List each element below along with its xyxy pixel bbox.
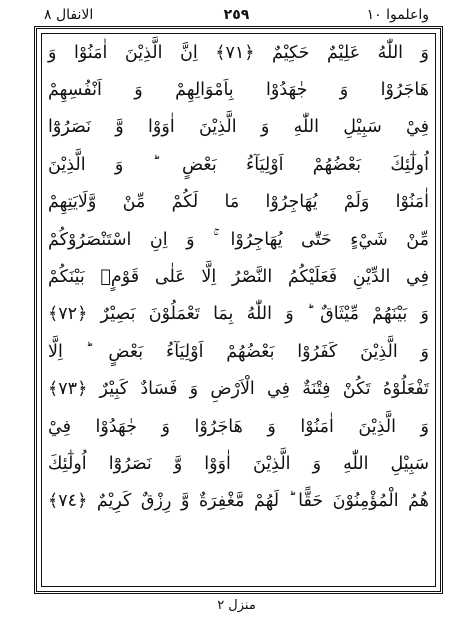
verse-line-text: تَفْعَلُوْهُ تَكُنْ فِتْنَةٌ فِي الْاَرْضِ وَ فَسَادٌ كَبِيْرٌ ﴿٧٣﴾ bbox=[48, 379, 429, 400]
verse-line-text: اٰمَنُوْا وَلَمْ يُهَاجِرُوْا مَا لَكُمْ مِّنْ وَّلَايَتِهِمْ bbox=[48, 192, 429, 213]
page-header bbox=[40, 4, 433, 26]
verse-line bbox=[42, 34, 435, 71]
verse-line-text: فِي الدِّيْنِ فَعَلَيْكُمُ النَّصْرُ اِلَّا عَلٰى قَوْمٍۭ بَيْنَكُمْ bbox=[48, 267, 429, 288]
verse-lines bbox=[42, 34, 435, 586]
page-frame bbox=[34, 26, 443, 594]
juz-label: واعلموا ١٠ bbox=[366, 7, 429, 23]
verse-line bbox=[42, 333, 435, 370]
verse-line-text: هُمُ الْمُؤْمِنُوْنَ حَقًّا ؕ لَهُمْ مَّغْفِرَةٌ وَّ رِزْقٌ كَرِيْمٌ ﴿٧٤﴾ bbox=[48, 491, 429, 512]
verse-line bbox=[42, 371, 435, 408]
text-block bbox=[41, 33, 436, 587]
verse-line bbox=[42, 146, 435, 183]
verse-line bbox=[42, 184, 435, 221]
verse-line bbox=[42, 483, 435, 520]
verse-line bbox=[42, 258, 435, 295]
page-number: ٢٥٩ bbox=[223, 7, 250, 23]
verse-line bbox=[42, 408, 435, 445]
verse-line-text: وَ الَّذِيْنَ اٰمَنُوْا وَ هَاجَرُوْا وَ جٰهَدُوْا فِيْ bbox=[48, 416, 429, 437]
verse-line-text: مِّنْ شَيْءٍ حَتّٰى يُهَاجِرُوْا ۚ وَ اِنِ اسْتَنْصَرُوْكُمْ bbox=[48, 229, 429, 250]
manzil-footer: منزل ٢ bbox=[217, 598, 256, 613]
verse-line-text: سَبِيْلِ اللّٰهِ وَ الَّذِيْنَ اٰوَوْا وَّ نَصَرُوْٓا اُولٰٓئِكَ bbox=[48, 453, 429, 474]
surah-label: الانفال ٨ bbox=[44, 7, 94, 23]
verse-line bbox=[42, 296, 435, 333]
verse-line-text: وَ الَّذِيْنَ كَفَرُوْا بَعْضُهُمْ اَوْلِيَآءُ بَعْضٍ ؕ اِلَّا bbox=[48, 341, 429, 362]
verse-line-text: وَ بَيْنَهُمْ مِّيْثَاقٌ ؕ وَ اللّٰهُ بِمَا تَعْمَلُوْنَ بَصِيْرٌ ﴿٧٢﴾ bbox=[48, 304, 429, 325]
verse-line-text: اُولٰٓئِكَ بَعْضُهُمْ اَوْلِيَآءُ بَعْضٍ ؕ وَ الَّذِيْنَ bbox=[48, 154, 429, 175]
verse-line-text: هَاجَرُوْا وَ جٰهَدُوْا بِاَمْوَالِهِمْ وَ اَنْفُسِهِمْ bbox=[48, 80, 429, 101]
verse-line bbox=[42, 445, 435, 482]
verse-line-text: وَ اللّٰهُ عَلِيْمٌ حَكِيْمٌ ﴿٧١﴾ اِنَّ الَّذِيْنَ اٰمَنُوْا وَ bbox=[48, 42, 429, 63]
verse-line bbox=[42, 109, 435, 146]
verse-line-text: فِيْ سَبِيْلِ اللّٰهِ وَ الَّذِيْنَ اٰوَوْا وَّ نَصَرُوْٓا bbox=[48, 117, 429, 138]
verse-line bbox=[42, 71, 435, 108]
verse-line bbox=[42, 221, 435, 258]
